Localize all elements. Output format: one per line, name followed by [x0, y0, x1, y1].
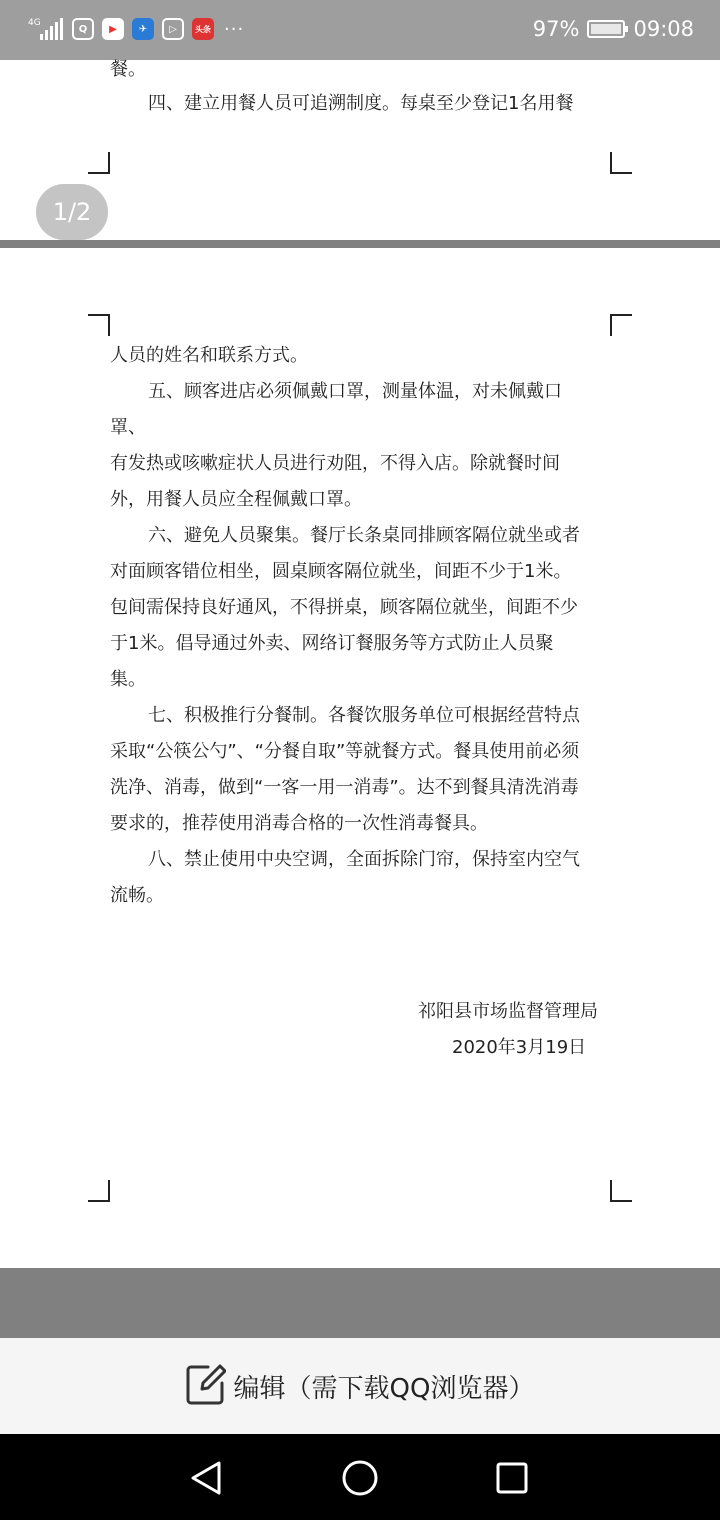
- edit-label: 编辑（需下载QQ浏览器）: [233, 1373, 535, 1404]
- doc-line: 要求的，推荐使用消毒合格的一次性消毒餐具。: [110, 813, 488, 834]
- status-bar-left: [28, 18, 244, 40]
- doc-line: 四、建立用餐人员可追溯制度。每桌至少登记1名用餐: [148, 93, 574, 114]
- doc-line: 罩、: [110, 417, 146, 438]
- clock: 09:08: [633, 17, 694, 41]
- status-bar-right: [533, 17, 694, 41]
- crop-mark: [88, 314, 110, 336]
- doc-line: 洗净、消毒，做到“一客一用一消毒”。达不到餐具清洗消毒: [110, 777, 579, 798]
- doc-line: 餐。: [110, 59, 146, 80]
- date: 2020年3月19日: [452, 1037, 587, 1058]
- crop-mark: [88, 1180, 110, 1202]
- doc-line: 采取“公筷公勺”、“分餐自取”等就餐方式。餐具使用前必须: [110, 741, 580, 762]
- network-type: 4G: [28, 18, 41, 28]
- doc-line: 有发热或咳嗽症状人员进行劝阻，不得入店。除就餐时间: [110, 453, 560, 474]
- more-notifications-icon: ···: [224, 18, 245, 40]
- qq-browser-icon: Q: [72, 18, 94, 40]
- system-nav-bar: [0, 1434, 720, 1520]
- battery-icon: [587, 20, 625, 38]
- document-page-1[interactable]: [0, 60, 720, 240]
- doc-line: 包间需保持良好通风，不得拼桌，顾客隔位就坐，间距不少: [110, 597, 578, 618]
- crop-mark: [610, 152, 632, 174]
- home-button[interactable]: [340, 1458, 380, 1498]
- recents-icon: [495, 1461, 529, 1495]
- doc-line: 外，用餐人员应全程佩戴口罩。: [110, 489, 362, 510]
- crop-mark: [610, 314, 632, 336]
- doc-line: 五、顾客进店必须佩戴口罩，测量体温，对未佩戴口: [148, 381, 562, 402]
- battery-percent: 97%: [532, 17, 580, 41]
- crop-mark: [88, 152, 110, 174]
- doc-line: 于1米。倡导通过外卖、网络订餐服务等方式防止人员聚: [110, 633, 554, 654]
- home-icon: [341, 1459, 379, 1497]
- doc-line: 流畅。: [110, 885, 164, 906]
- back-button[interactable]: [186, 1458, 226, 1498]
- crop-mark: [610, 1180, 632, 1202]
- video-app-icon: ▷: [162, 18, 184, 40]
- edit-button[interactable]: [0, 1338, 720, 1434]
- signal-icon: [28, 18, 64, 40]
- bird-app-icon: ✈: [132, 18, 154, 40]
- status-bar: [0, 0, 720, 60]
- doc-line: 六、避免人员聚集。餐厅长条桌同排顾客隔位就坐或者: [148, 525, 580, 546]
- toutiao-icon: 头条: [192, 18, 214, 40]
- edit-icon: [186, 1363, 226, 1409]
- doc-line: 七、积极推行分餐制。各餐饮服务单位可根据经营特点: [148, 705, 580, 726]
- doc-line: 对面顾客错位相坐，圆桌顾客隔位就坐，间距不少于1米。: [110, 561, 572, 582]
- document-page-2[interactable]: [0, 248, 720, 1268]
- youku-icon: ▶: [102, 18, 124, 40]
- recents-button[interactable]: [492, 1458, 532, 1498]
- doc-line: 人员的姓名和联系方式。: [110, 345, 308, 366]
- doc-line: 八、禁止使用中央空调，全面拆除门帘，保持室内空气: [148, 849, 580, 870]
- back-icon: [189, 1460, 223, 1496]
- doc-line: 集。: [110, 669, 146, 690]
- page-indicator: 1/2: [36, 184, 108, 240]
- signature: 祁阳县市场监督管理局: [418, 1001, 598, 1022]
